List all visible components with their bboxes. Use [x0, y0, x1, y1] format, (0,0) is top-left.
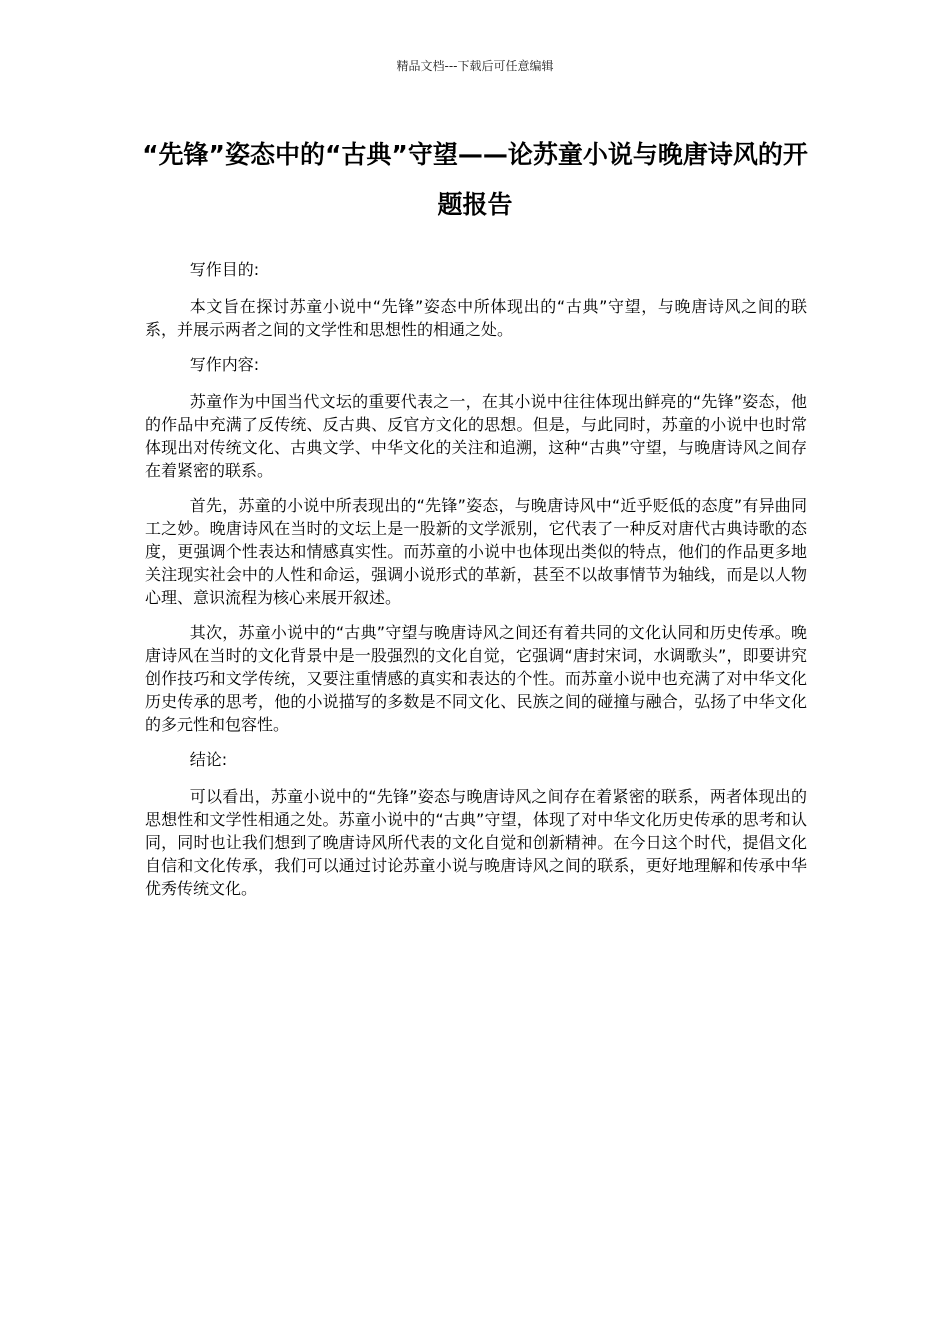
header-note: 精品文档---下载后可任意编辑 — [396, 59, 554, 73]
section-heading-content: 写作内容: — [189, 355, 260, 374]
paragraph-content-2: 首先，苏童的小说中所表现出的“先锋”姿态，与晚唐诗风中“近乎贬低的态度”有异曲同工之妙。晚唐诗风在当时的文坛上是一股新的文学派别，它代表了一种反对唐代古典诗歌的态度，更强调个性表达和情感真实性。而苏童的小说中也体现出类似的特点，他们的作品更多地关注现实社会中的人性和命运，强调小说形式的革新，甚至不以故事情节为轴线，而是以人物心理、意识流程为核心来展开叙述。 — [145, 496, 807, 607]
document-title: “先锋”姿态中的“古典”守望——论苏童小说与晚唐诗风的开题报告 — [142, 140, 808, 219]
paragraph-conclusion: 可以看出，苏童小说中的“先锋”姿态与晚唐诗风之间存在着紧密的联系，两者体现出的思想性和文学性相通之处。苏童小说中的“古典”守望，体现了对中华文化历史传承的思考和认同，同时也让我们想到了晚唐诗风所代表的文化自觉和创新精神。在今日这个时代，提倡文化自信和文化传承，我们可以通过讨论苏童小说与晚唐诗风之间的联系，更好地理解和传承中华优秀传统文化。 — [145, 787, 807, 898]
document-body — [145, 258, 807, 912]
paragraph-content-1: 苏童作为中国当代文坛的重要代表之一，在其小说中往往体现出鲜亮的“先锋”姿态，他的作品中充满了反传统、反古典、反官方文化的思想。但是，与此同时，苏童的小说中也时常体现出对传统文化、古典文学、中华文化的关注和追溯，这种“古典”守望，与晚唐诗风之间存在着紧密的联系。 — [145, 392, 807, 480]
section-heading-purpose: 写作目的: — [189, 260, 260, 279]
paragraph-purpose: 本文旨在探讨苏童小说中“先锋”姿态中所体现出的“古典”守望，与晚唐诗风之间的联系，并展示两者之间的文学性和思想性的相通之处。 — [145, 297, 807, 339]
paragraph-content-3: 其次，苏童小说中的“古典”守望与晚唐诗风之间还有着共同的文化认同和历史传承。晚唐诗风在当时的文化背景中是一股强烈的文化自觉，它强调“唐封宋词，水调歌头”，即要讲究创作技巧和文学传统，又要注重情感的真实和表达的个性。而苏童小说中也充满了对中华文化历史传承的思考，他的小说描写的多数是不同文化、民族之间的碰撞与融合，弘扬了中华文化的多元性和包容性。 — [145, 623, 807, 734]
section-heading-conclusion: 结论: — [189, 750, 228, 769]
